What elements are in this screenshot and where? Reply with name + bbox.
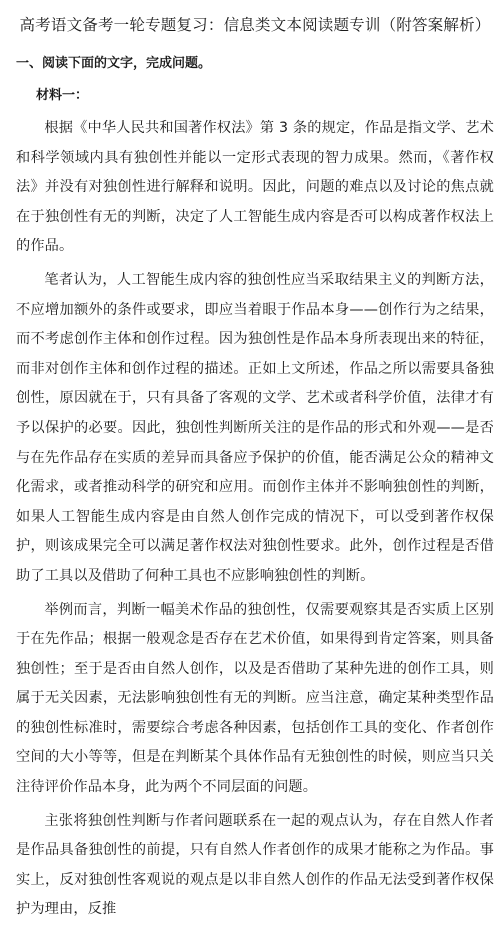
document-title: 高考语文备考一轮专题复习：信息类文本阅读题专训（附答案解析） (19, 16, 491, 34)
paragraph-1: 根据《中华人民共和国著作权法》第 3 条的规定，作品是指文学、艺术和科学领域内具有独创性并能以一定形式表现的智力成果。然而，《著作权法》并没有对独创性进行解释和说明。因此，问题的难点以及讨论的焦点就在于独创性有无的判断，决定了人工智能生成内容是否可以构成著作权法上的作品。 (16, 120, 494, 255)
paragraph-3: 举例而言，判断一幅美术作品的独创性，仅需要观察其是否实质上区别于在先作品；根据一般观念是否存在艺术价值，如果得到肯定答案，则具备独创性；至于是否由自然人创作，以及是否借助了某种先进的创作工具，则属于无关因素，无法影响独创性有无的判断。应当注意，确定某种类型作品的独创性标准时，需要综合考虑各种因素，包括创作工具的变化、作者创作空间的大小等等，但是在判断某个具体作品有无独创性的时候，则应当只关注待评价作品本身，此为两个不同层面的问题。 (16, 601, 494, 796)
material-label: 材料一： (36, 88, 89, 103)
section-heading: 一、阅读下面的文字，完成问题。 (16, 56, 212, 71)
paragraph-4: 主张将独创性判断与作者问题联系在一起的观点认为，存在自然人作者是作品具备独创性的前提，只有自然人作者创作的成果才能称之为作品。事实上，反对独创性客观说的观点是以非自然人创作的作品无法受到著作权保护为理由，反推 (16, 812, 494, 918)
paragraph-2: 笔者认为，人工智能生成内容的独创性应当采取结果主义的判断方法，不应增加额外的条件或要求，即应当着眼于作品本身——创作行为之结果，而不考虑创作主体和创作过程。因为独创性是作品本身所表现出来的特征，而非对创作主体和创作过程的描述。正如上文所述，作品之所以需要具备独创性，原因就在于，只有具备了客观的文学、艺术或者科学价值，法律才有予以保护的必要。因此，独创性判断所关注的是作品的形式和外观——是否与在先作品存在实质的差异而具备应予保护的价值，能否满足公众的精神文化需求，或者推动科学的研究和应用。而创作主体并不影响独创性的判断，如果人工智能生成内容是由自然人创作完成的情况下，可以受到著作权保护，则该成果完全可以满足著作权法对独创性要求。此外，创作过程是否借助了工具以及借助了何种工具也不应影响独创性的判断。 (16, 271, 494, 584)
